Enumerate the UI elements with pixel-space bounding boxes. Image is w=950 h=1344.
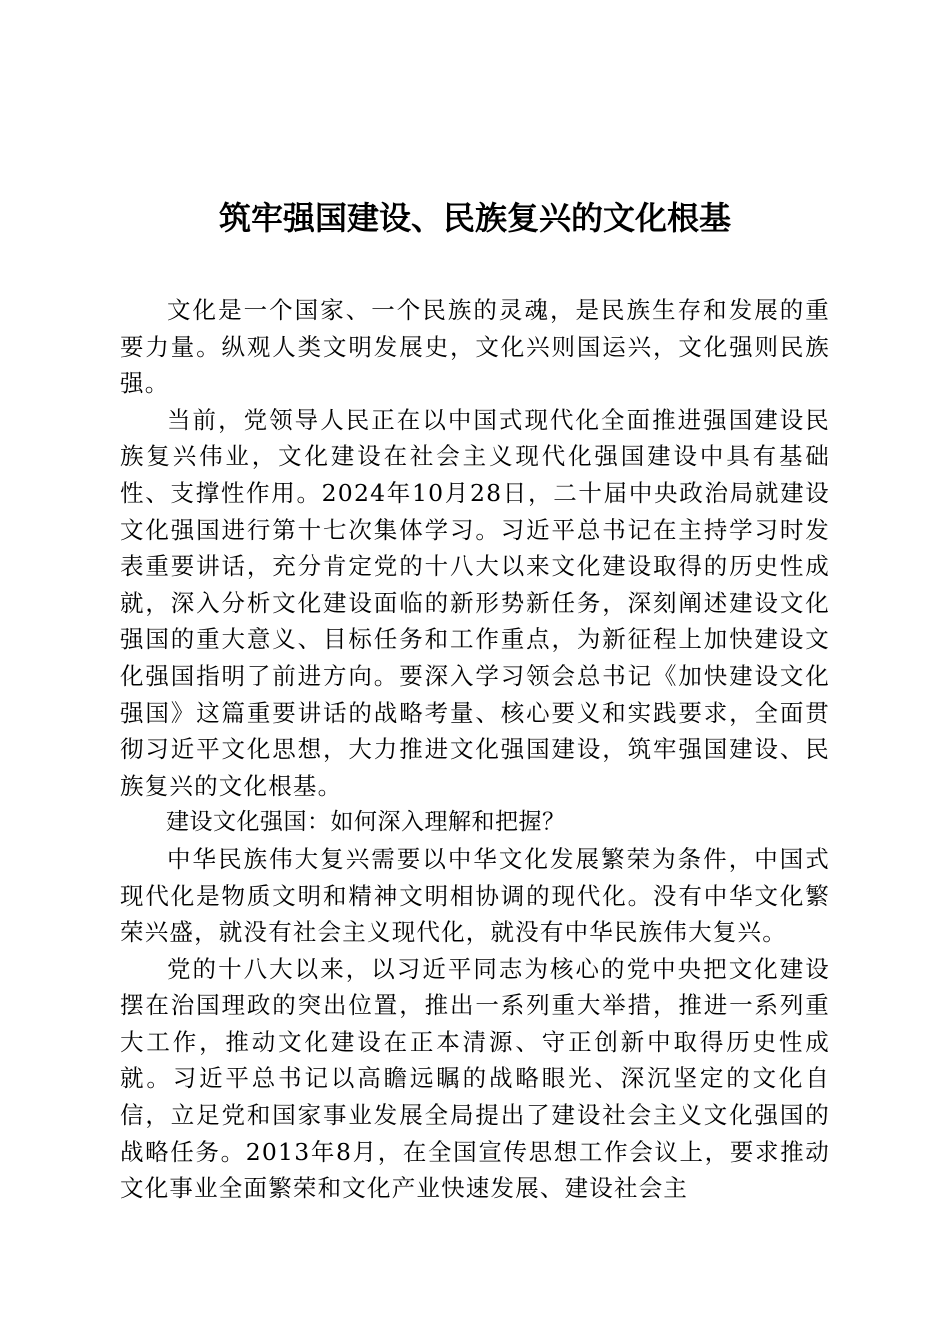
document-title: 筑牢强国建设、民族复兴的文化根基 [218, 199, 731, 237]
intro-paragraph-2: 当前，党领导人民正在以中国式现代化全面推进强国建设民族复兴伟业，文化建设在社会主义现代化强国建设中具有基础性、支撑性作用。2024年10月28日，二十届中央政治局就建设文化强国进行第十七次集体学习。习近平总书记在主持学习时发表重要讲话，充分肯定党的十八大以来文化建设取得的历史性成就，深入分析文化建设面临的新形势新任务，深刻阐述建设文化强国的重大意义、目标任务和工作重点，为新征程上加快建设文化强国指明了前进方向。要深入学习领会总书记《加快建设文化强国》这篇重要讲话的战略考量、核心要义和实践要求，全面贯彻习近平文化思想，大力推进文化强国建设，筑牢强国建设、民族复兴的文化根基。 [120, 405, 830, 800]
section-paragraph-2: 党的十八大以来，以习近平同志为核心的党中央把文化建设摆在治国理政的突出位置，推出一系列重大举措，推进一系列重大工作，推动文化建设在正本清源、守正创新中取得历史性成就。习近平总书记以高瞻远瞩的战略眼光、深沉坚定的文化自信，立足党和国家事业发展全局提出了建设社会主义文化强国的战略任务。2013年8月，在全国宣传思想工作会议上，要求推动文化事业全面繁荣和文化产业快速发展、建设社会主 [120, 954, 830, 1203]
document-body [120, 292, 830, 1207]
section-heading: 建设文化强国：如何深入理解和把握？ [166, 809, 566, 836]
section-paragraph-1: 中华民族伟大复兴需要以中华文化发展繁荣为条件，中国式现代化是物质文明和精神文明相协调的现代化。没有中华文化繁荣兴盛，就没有社会主义现代化，就没有中华民族伟大复兴。 [120, 844, 830, 947]
intro-paragraph-1: 文化是一个国家、一个民族的灵魂，是民族生存和发展的重要力量。纵观人类文明发展史，文化兴则国运兴，文化强则民族强。 [120, 296, 830, 398]
